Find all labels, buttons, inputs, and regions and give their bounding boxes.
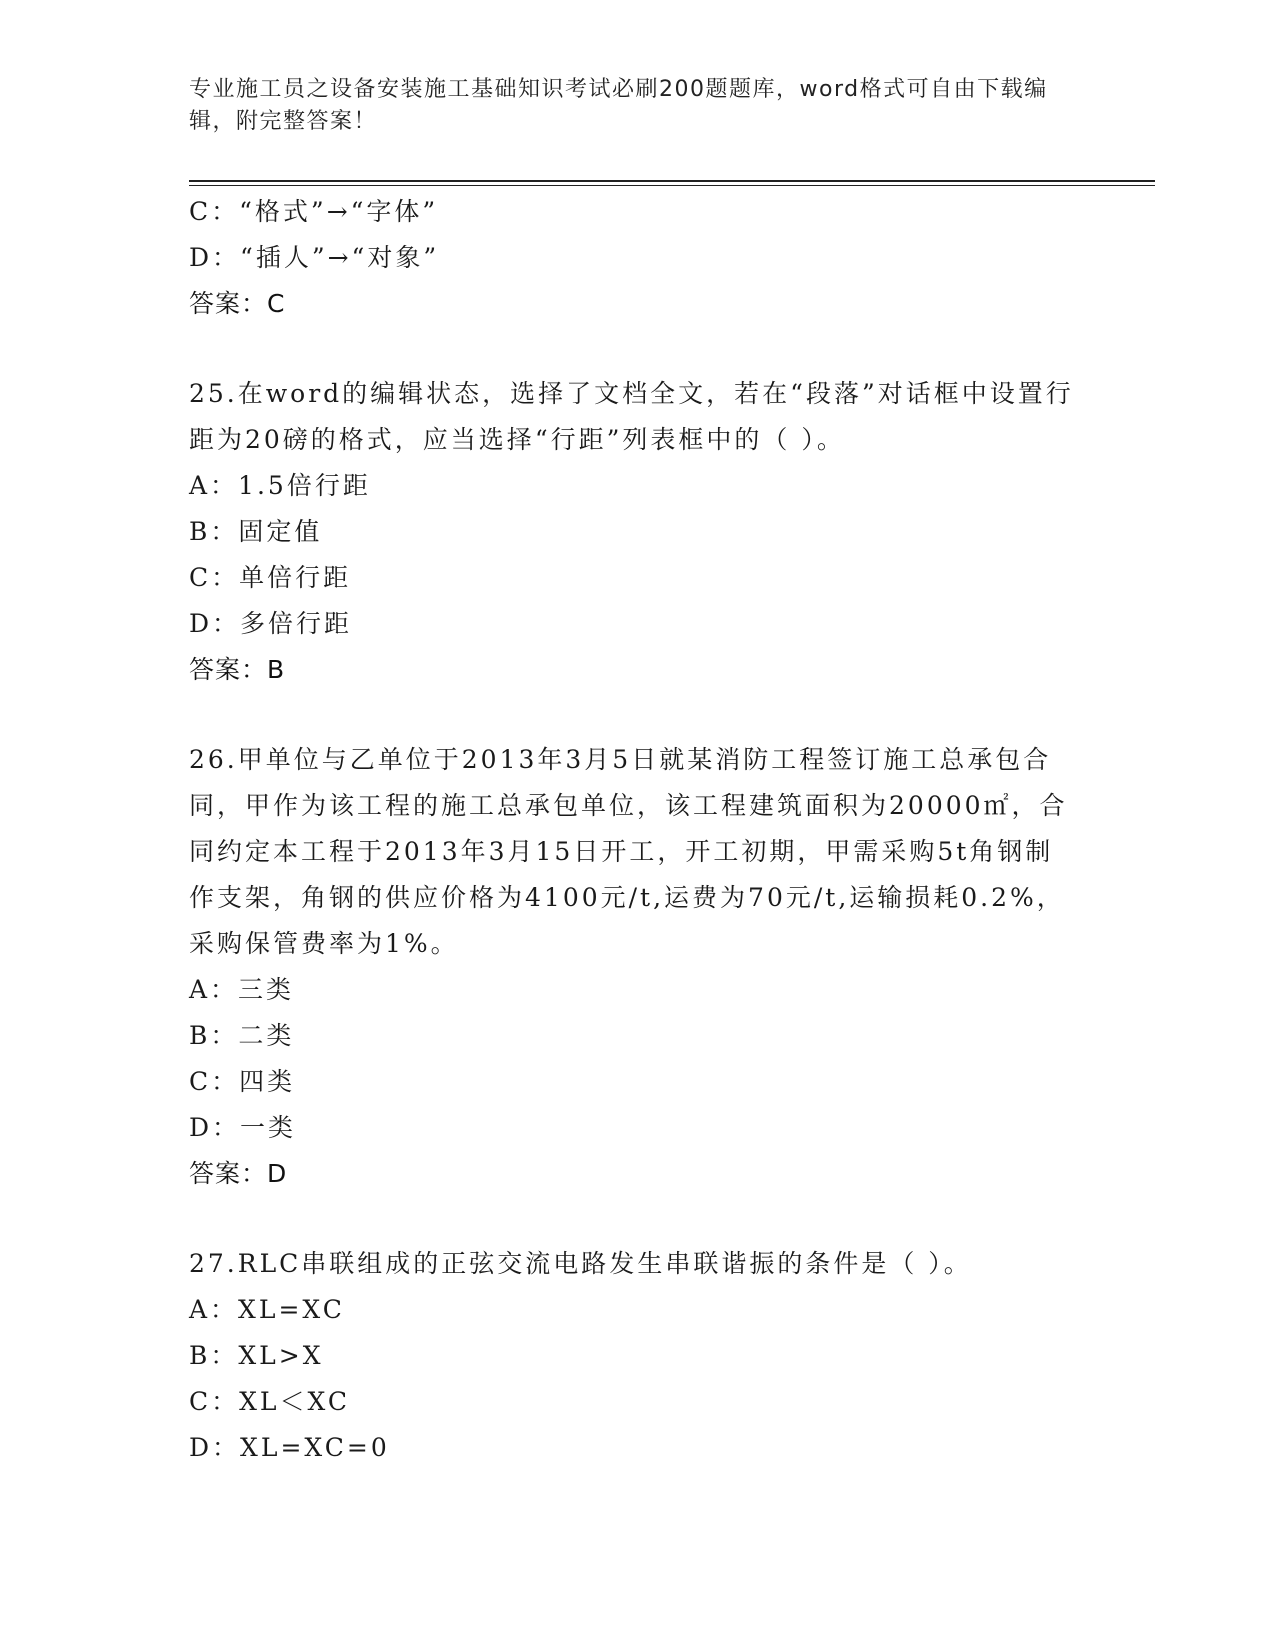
answer-line: 答案：B: [189, 655, 286, 684]
option-c: C：单倍行距: [189, 563, 352, 592]
question-stem: 26.甲单位与乙单位于2013年3月5日就某消防工程签订施工总承包合同，甲作为该工程的施工总承包单位，该工程建筑面积为20000㎡，合同约定本工程于2013年3月15日开工，开工初期，甲需采购5t角钢制作支架，角钢的供应价格为4100元/t,运费为70元/t,运输损耗0.2%，采购保管费率为1%。: [189, 745, 1068, 958]
option-b: B：二类: [189, 1021, 295, 1050]
spacer: [189, 327, 1079, 371]
question-27: [189, 1241, 1079, 1471]
answer-line: 答案：D: [189, 1159, 288, 1188]
option-c: C：四类: [189, 1067, 296, 1096]
option-d: D：XL=XC=0: [189, 1433, 390, 1462]
option-a: A：三类: [189, 975, 295, 1004]
question-stem: 25.在word的编辑状态，选择了文档全文，若在“段落”对话框中设置行距为20磅的格式，应当选择“行距”列表框中的（ ）。: [189, 379, 1074, 454]
answer-line: 答案：C: [189, 289, 286, 318]
carryover-question: [189, 189, 1079, 327]
question-content: [189, 189, 1079, 1471]
option-a: A：XL=XC: [189, 1295, 345, 1324]
question-stem: 27.RLC串联组成的正弦交流电路发生串联谐振的条件是（ ）。: [189, 1249, 972, 1278]
option-d: D：“插人”→“对象”: [189, 243, 440, 272]
option-b: B：固定值: [189, 517, 323, 546]
option-d: D：一类: [189, 1113, 297, 1142]
document-header: 专业施工员之设备安装施工基础知识考试必刷200题题库，word格式可自由下载编辑，附完整答案！: [189, 77, 1048, 134]
spacer: [189, 693, 1079, 737]
question-26: [189, 737, 1079, 1197]
header-rule-thin: [189, 185, 1155, 186]
question-25: [189, 371, 1079, 693]
option-b: B：XL>X: [189, 1341, 324, 1370]
option-d: D：多倍行距: [189, 609, 353, 638]
spacer: [189, 1197, 1079, 1241]
option-a: A：1.5倍行距: [189, 471, 371, 500]
option-c: C：XL＜XC: [189, 1387, 351, 1416]
header-rule-thick: [189, 180, 1155, 182]
option-c: C：“格式”→“字体”: [189, 197, 439, 226]
